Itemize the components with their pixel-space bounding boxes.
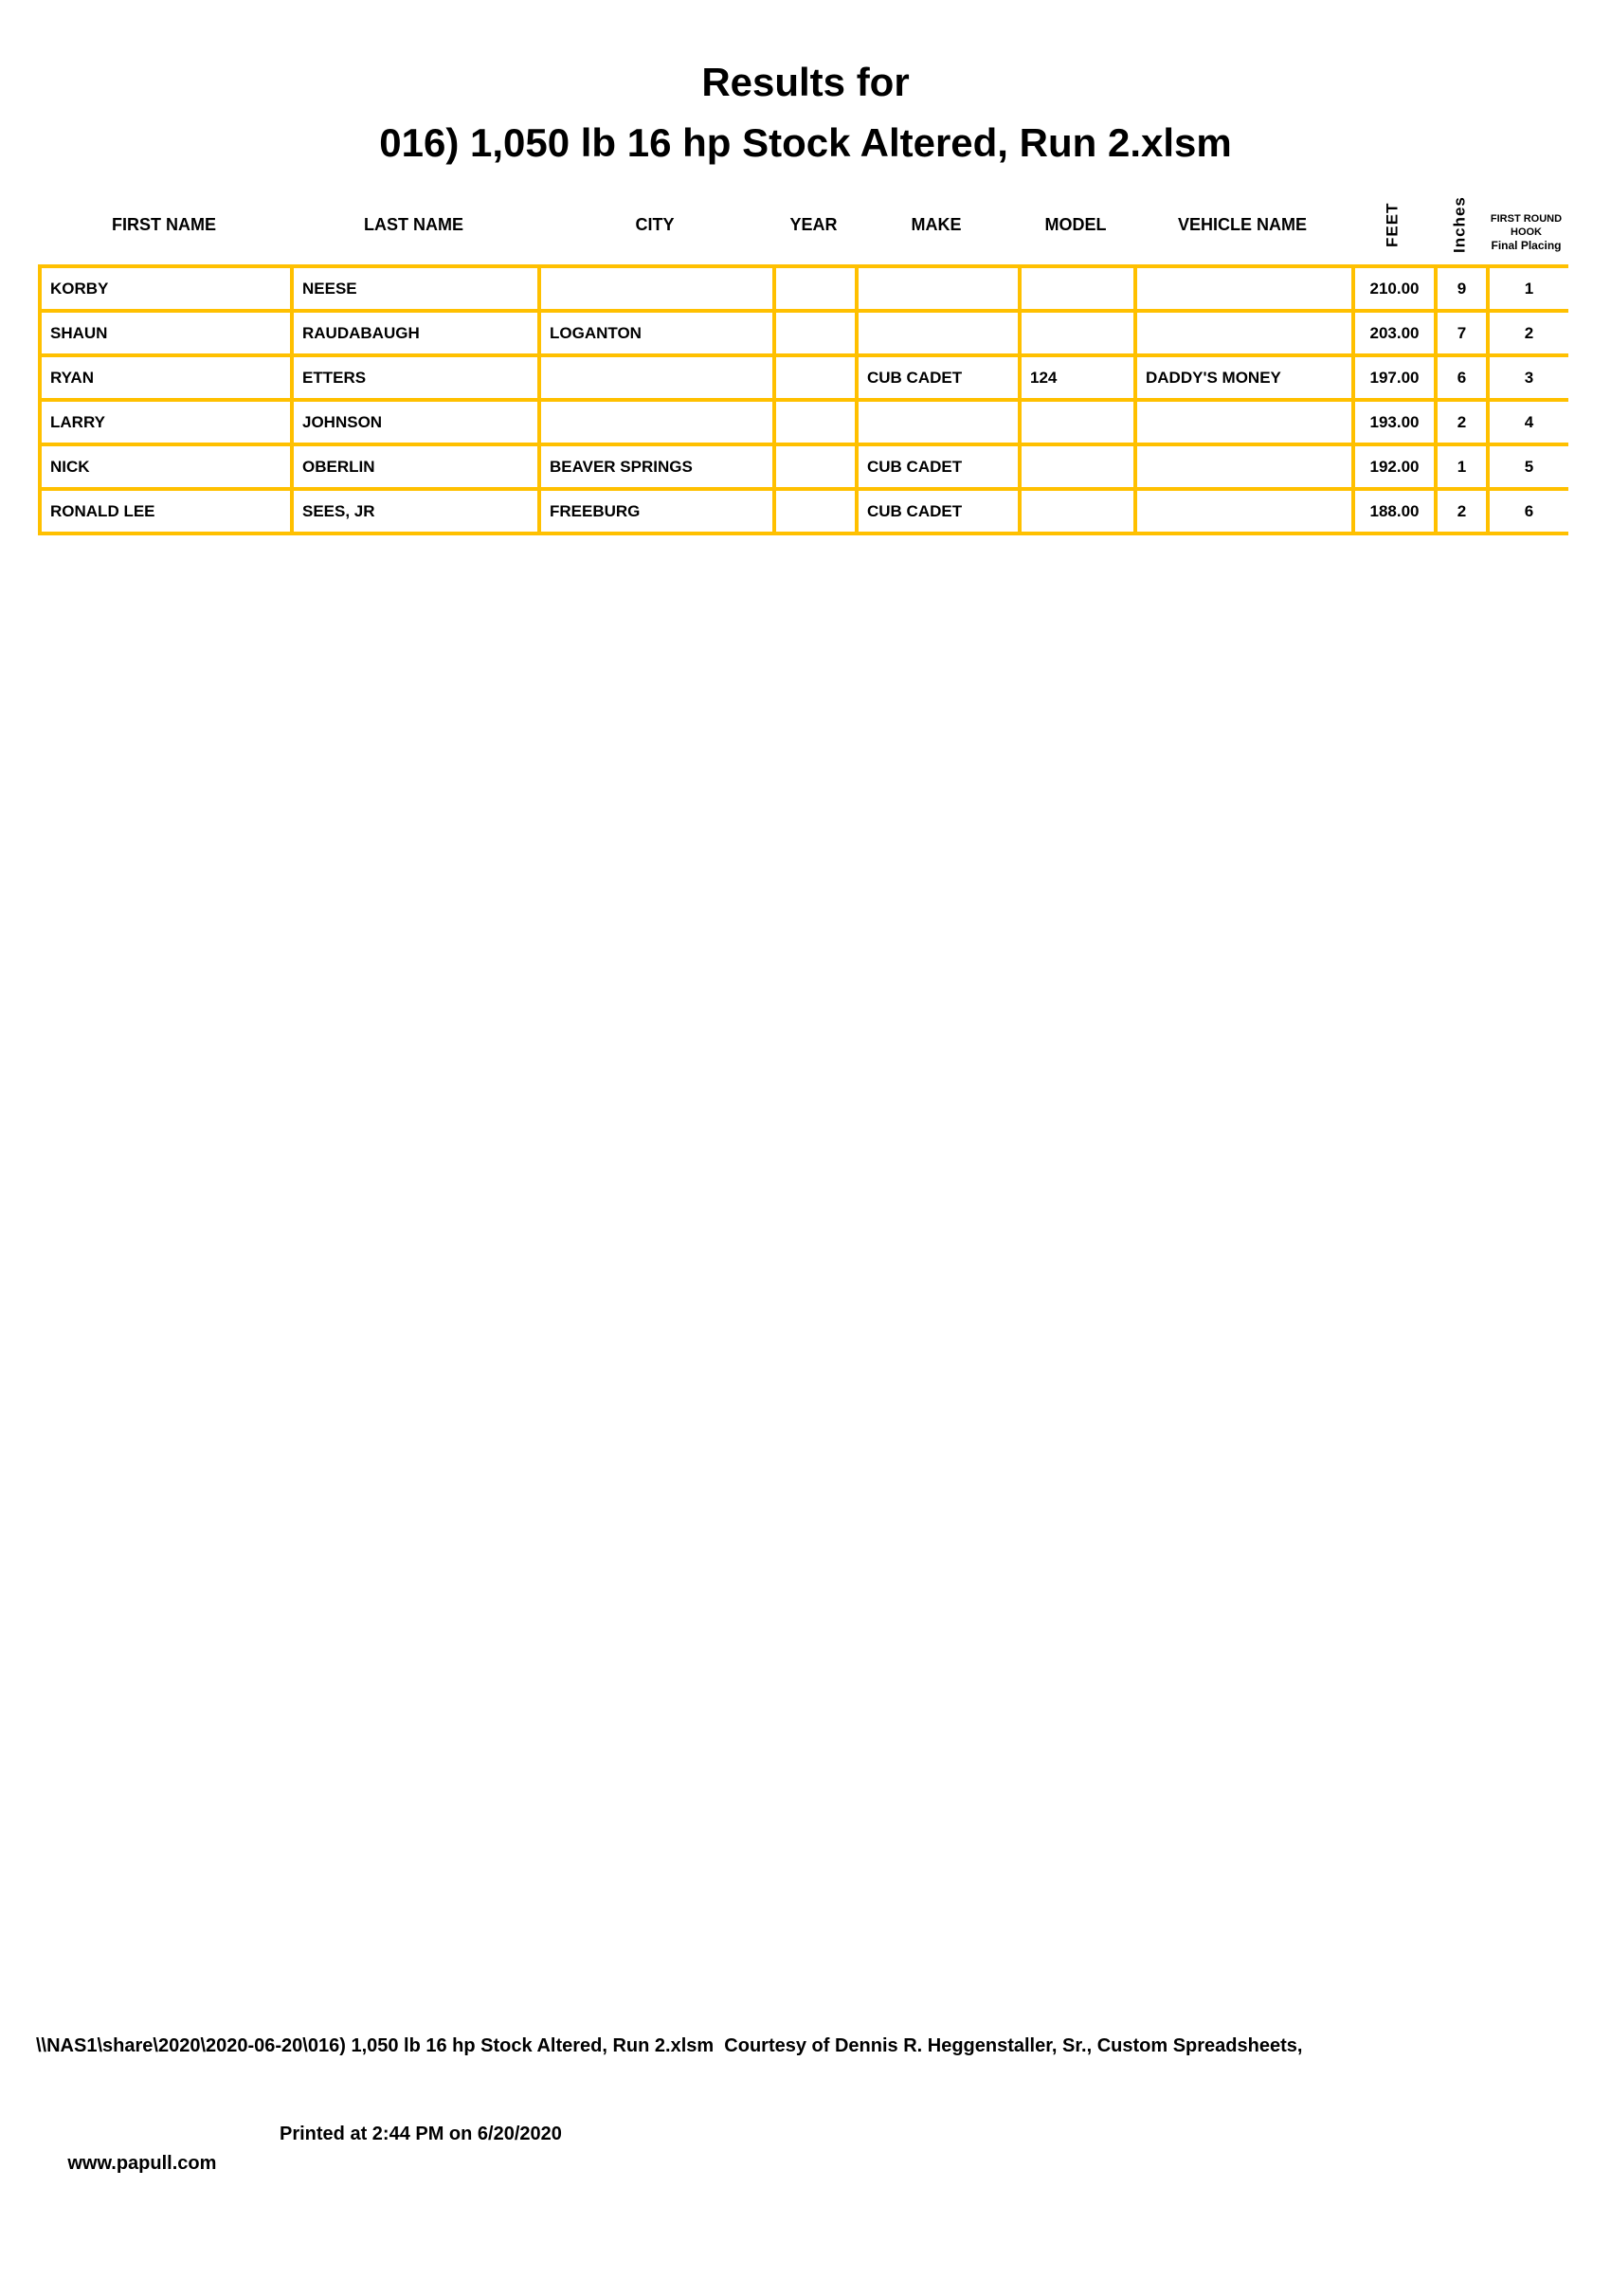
cell-inches: 6 bbox=[1436, 355, 1488, 400]
cell-last-name: ETTERS bbox=[292, 355, 539, 400]
footer-second-line bbox=[36, 2120, 1571, 2237]
cell-make bbox=[857, 311, 1020, 355]
header-first-round-hook bbox=[1486, 185, 1566, 265]
cell-model bbox=[1020, 444, 1135, 489]
footer-file-path: \\NAS1\share\2020\2020-06-20\016) 1,050 lb 16 hp Stock Altered, Run 2.xlsm Courtesy of Dennis R. Heggenstaller, Sr., Custom Spreadsheets, bbox=[36, 2035, 1303, 2056]
cell-model bbox=[1020, 266, 1135, 311]
cell-first-name: RYAN bbox=[40, 355, 292, 400]
cell-year bbox=[774, 266, 857, 311]
cell-first-name: SHAUN bbox=[40, 311, 292, 355]
header-year: YEAR bbox=[789, 215, 838, 234]
page-title: Results for bbox=[701, 60, 910, 104]
cell-first-name: LARRY bbox=[40, 400, 292, 444]
results-table bbox=[38, 264, 1568, 535]
header-hook-line1: FIRST ROUND bbox=[1490, 213, 1563, 225]
cell-feet: 197.00 bbox=[1353, 355, 1436, 400]
cell-year bbox=[774, 355, 857, 400]
cell-inches: 2 bbox=[1436, 400, 1488, 444]
page-subtitle: 016) 1,050 lb 16 hp Stock Altered, Run 2.xlsm bbox=[379, 120, 1232, 165]
cell-vehicle-name bbox=[1135, 444, 1353, 489]
cell-last-name: OBERLIN bbox=[292, 444, 539, 489]
cell-feet: 203.00 bbox=[1353, 311, 1436, 355]
cell-last-name: NEESE bbox=[292, 266, 539, 311]
cell-feet: 210.00 bbox=[1353, 266, 1436, 311]
table-row bbox=[40, 266, 1568, 311]
cell-make: CUB CADET bbox=[857, 444, 1020, 489]
cell-first-name: NICK bbox=[40, 444, 292, 489]
cell-vehicle-name bbox=[1135, 266, 1353, 311]
cell-model: 124 bbox=[1020, 355, 1135, 400]
cell-first-name: RONALD LEE bbox=[40, 489, 292, 533]
cell-placing: 1 bbox=[1488, 266, 1568, 311]
table-header-row bbox=[38, 185, 1566, 265]
table-row bbox=[40, 400, 1568, 444]
cell-vehicle-name: DADDY'S MONEY bbox=[1135, 355, 1353, 400]
cell-last-name: JOHNSON bbox=[292, 400, 539, 444]
cell-placing: 3 bbox=[1488, 355, 1568, 400]
cell-placing: 6 bbox=[1488, 489, 1568, 533]
cell-city bbox=[539, 400, 774, 444]
footer bbox=[36, 1973, 1571, 2296]
header-first-name: FIRST NAME bbox=[112, 215, 216, 234]
cell-year bbox=[774, 444, 857, 489]
cell-vehicle-name bbox=[1135, 489, 1353, 533]
cell-year bbox=[774, 400, 857, 444]
cell-city: LOGANTON bbox=[539, 311, 774, 355]
header-city: CITY bbox=[635, 215, 675, 234]
cell-model bbox=[1020, 400, 1135, 444]
cell-inches: 7 bbox=[1436, 311, 1488, 355]
cell-last-name: RAUDABAUGH bbox=[292, 311, 539, 355]
cell-city bbox=[539, 355, 774, 400]
cell-model bbox=[1020, 311, 1135, 355]
cell-vehicle-name bbox=[1135, 311, 1353, 355]
cell-inches: 2 bbox=[1436, 489, 1488, 533]
cell-vehicle-name bbox=[1135, 400, 1353, 444]
cell-city: FREEBURG bbox=[539, 489, 774, 533]
cell-make bbox=[857, 266, 1020, 311]
header-vehicle-name: VEHICLE NAME bbox=[1177, 215, 1307, 234]
cell-year bbox=[774, 489, 857, 533]
cell-placing: 5 bbox=[1488, 444, 1568, 489]
header-final-placing: Final Placing bbox=[1491, 239, 1562, 252]
header-make: MAKE bbox=[911, 215, 962, 234]
cell-feet: 188.00 bbox=[1353, 489, 1436, 533]
cell-city bbox=[539, 266, 774, 311]
cell-last-name: SEES, JR bbox=[292, 489, 539, 533]
cell-model bbox=[1020, 489, 1135, 533]
cell-year bbox=[774, 311, 857, 355]
cell-inches: 1 bbox=[1436, 444, 1488, 489]
cell-make bbox=[857, 400, 1020, 444]
header-inches: Inches bbox=[1450, 196, 1469, 254]
header-model: MODEL bbox=[1044, 215, 1107, 234]
table-row bbox=[40, 489, 1568, 533]
cell-feet: 193.00 bbox=[1353, 400, 1436, 444]
cell-feet: 192.00 bbox=[1353, 444, 1436, 489]
footer-website: www.papull.com bbox=[67, 2153, 217, 2174]
header-last-name: LAST NAME bbox=[364, 215, 463, 234]
table-row bbox=[40, 355, 1568, 400]
cell-inches: 9 bbox=[1436, 266, 1488, 311]
table-row bbox=[40, 311, 1568, 355]
table-row bbox=[40, 444, 1568, 489]
header-feet: FEET bbox=[1383, 202, 1402, 248]
cell-placing: 2 bbox=[1488, 311, 1568, 355]
cell-make: CUB CADET bbox=[857, 489, 1020, 533]
cell-placing: 4 bbox=[1488, 400, 1568, 444]
cell-city: BEAVER SPRINGS bbox=[539, 444, 774, 489]
cell-make: CUB CADET bbox=[857, 355, 1020, 400]
footer-printed-timestamp: Printed at 2:44 PM on 6/20/2020 bbox=[280, 2124, 562, 2144]
cell-first-name: KORBY bbox=[40, 266, 292, 311]
header-hook-line2: HOOK bbox=[1511, 226, 1542, 238]
